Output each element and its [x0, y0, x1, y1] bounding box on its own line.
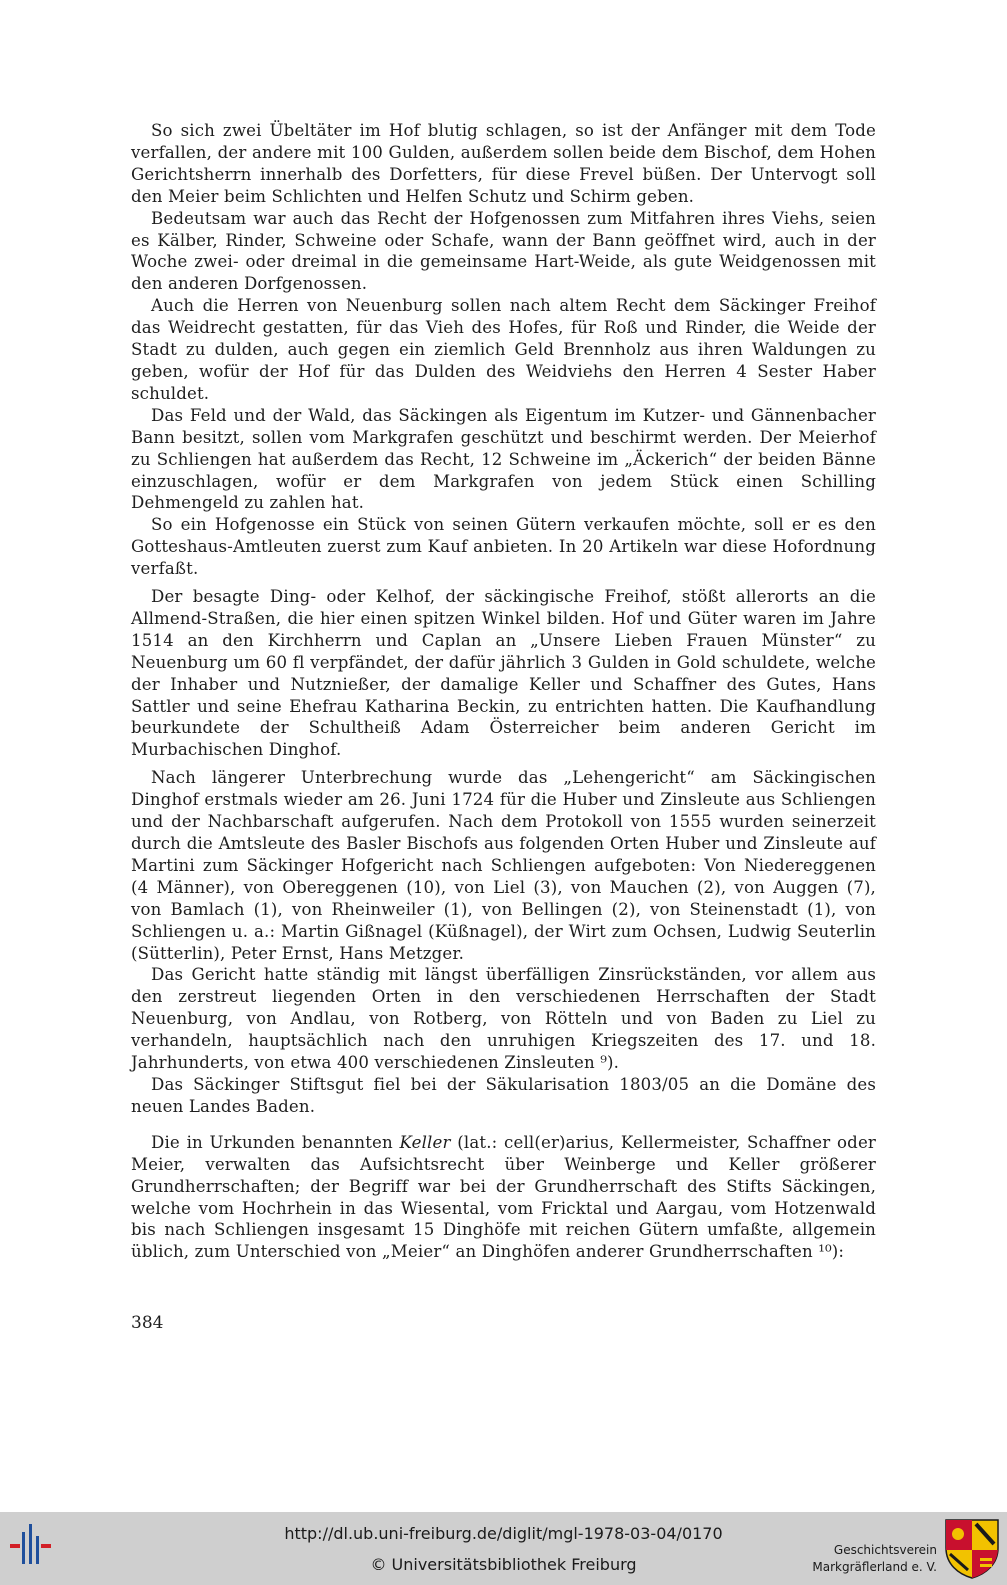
paragraph: So ein Hofgenosse ein Stück von seinen Gütern verkaufen möchte, soll er es den Gotteshaus-Amtleuten zuerst zum Kauf anbieten. In 20 Artikeln war diese Hofordnung verfaßt.	[131, 515, 876, 579]
paragraph: Der besagte Ding- oder Kelhof, der säckingische Freihof, stößt allerorts an die Allmend-Straßen, die hier einen spitzen Winkel bilden. Hof und Güter waren im Jahre 1514 an den Kirchherrn und Caplan an „Unsere Lieben Frauen Münster“ zu Neuenburg um 60 fl verpfändet, der dafür jährlich 3 Gulden in Gold schuldete, welche der Inhaber und Nutznießer, der damalige Keller und Schaffner des Gutes, Hans Sattler und seine Ehefrau Katharina Beckin, zu entrichten hatten. Die Kaufhandlung beurkundete der Schultheiß Adam Österreicher beim anderen Gericht im Murbachischen Dinghof.	[131, 587, 876, 760]
society-line: Markgräflerland e. V.	[812, 1560, 937, 1574]
paragraph-text: (lat.: cell(er)arius, Kellermeister, Schaffner oder Meier, verwalten das Aufsichtsrecht über Weinberge und Keller größerer Grundherrschaften; der Begriff war bei der Grundherrschaft des Stifts Säckingen, welche vom Hochrhein in das Wiesental, vom Fricktal und Aargau, vom Hotzenwald bis nach Schliengen insgesamt 15 Dinghöfe mit reichen Gütern umfaßte, allgemein üblich, zum Unterschied von „Meier“ an Dinghöfen anderer Grundherrschaften ¹⁰):	[131, 1132, 876, 1262]
paragraph: Das Gericht hatte ständig mit längst überfälligen Zinsrückständen, vor allem aus den zerstreut liegenden Orten in den verschiedenen Herrschaften der Stadt Neuenburg, von Andlau, von Rotberg, von Rötteln und von Baden zu Liel zu verhandeln, hauptsächlich nach den unruhigen Kriegszeiten des 17. und 18. Jahrhunderts, von etwa 400 verschiedenen Zinsleuten ⁹).	[131, 965, 876, 1073]
footer-bar	[0, 1512, 1007, 1585]
paragraph: Das Feld und der Wald, das Säckingen als Eigentum im Kutzer- und Gännenbacher Bann besitzt, sollen vom Markgrafen geschützt und beschirmt werden. Der Meierhof zu Schliengen hat außerdem das Recht, 12 Schweine im „Äckerich“ der beiden Bänne einzuschlagen, wofür er dem Markgrafen von jedem Stück einen Schilling Dehmengeld zu zahlen hat.	[131, 405, 876, 513]
italic-term: Keller	[399, 1132, 451, 1152]
paragraph: Nach längerer Unterbrechung wurde das „Lehengericht“ am Säckingischen Dinghof erstmals wieder am 26. Juni 1724 für die Huber und Zinsleute aus Schliengen und der Nachbarschaft aufgerufen. Nach dem Protokoll von 1555 wurden seinerzeit durch die Amtsleute des Basler Bischofs aus folgenden Orten Huber und Zinsleute auf Martini zum Säckinger Hofgericht nach Schliengen aufgeboten: Von Niedereggenen (4 Männer), von Obereggenen (10), von Liel (3), von Mauchen (2), von Auggen (7), von Bamlach (1), von Rheinweiler (1), von Bellingen (2), von Steinenstadt (1), von Schliengen u. a.: Martin Gißnagel (Küßnagel), der Wirt zum Ochsen, Ludwig Seuterlin (Sütterlin), Peter Ernst, Hans Metzger.	[131, 768, 876, 963]
paragraph: Bedeutsam war auch das Recht der Hofgenossen zum Mitfahren ihres Viehs, seien es Kälber, Rinder, Schweine oder Schafe, wann der Bann geöffnet wird, auch in der Woche zwei- oder dreimal in die gemeinsame Hart-Weide, als gute Weidgenossen mit den anderen Dorfgenossen.	[131, 208, 876, 294]
coat-of-arms-icon	[944, 1518, 1000, 1580]
footer-copyright: © Universitätsbibliothek Freiburg	[370, 1555, 637, 1574]
society-line: Geschichtsverein	[833, 1543, 937, 1557]
footer-url-link[interactable]: http://dl.ub.uni-freiburg.de/diglit/mgl-1978-03-04/0170	[284, 1524, 723, 1543]
society-name	[807, 1542, 937, 1576]
paragraph: Auch die Herren von Neuenburg sollen nach altem Recht dem Säckinger Freihof das Weidrecht gestatten, für das Vieh des Hofes, für Roß und Rinder, die Weide der Stadt zu dulden, auch gegen ein ziemlich Geld Brennholz aus ihren Waldungen zu geben, wofür der Hof für das Dulden des Weidviehs den Herren 4 Sester Haber schuldet.	[131, 296, 876, 403]
paragraph-keller	[131, 1132, 876, 1263]
page-number: 384	[131, 1313, 164, 1333]
paragraph: So sich zwei Übeltäter im Hof blutig schlagen, so ist der Anfänger mit dem Tode verfallen, der andere mit 100 Gulden, außerdem sollen beide dem Bischof, dem Hohen Gerichtsherrn innerhalb des Dorfetters, für diese Frevel büßen. Der Untervogt soll den Meier beim Schlichten und Helfen Schutz und Schirm geben.	[131, 121, 876, 206]
body-text	[131, 120, 876, 1263]
paragraph: Das Säckinger Stiftsgut fiel bei der Säkularisation 1803/05 an die Domäne des neuen Landes Baden.	[131, 1074, 876, 1116]
paragraph-text: Die in Urkunden benannten	[151, 1132, 400, 1152]
